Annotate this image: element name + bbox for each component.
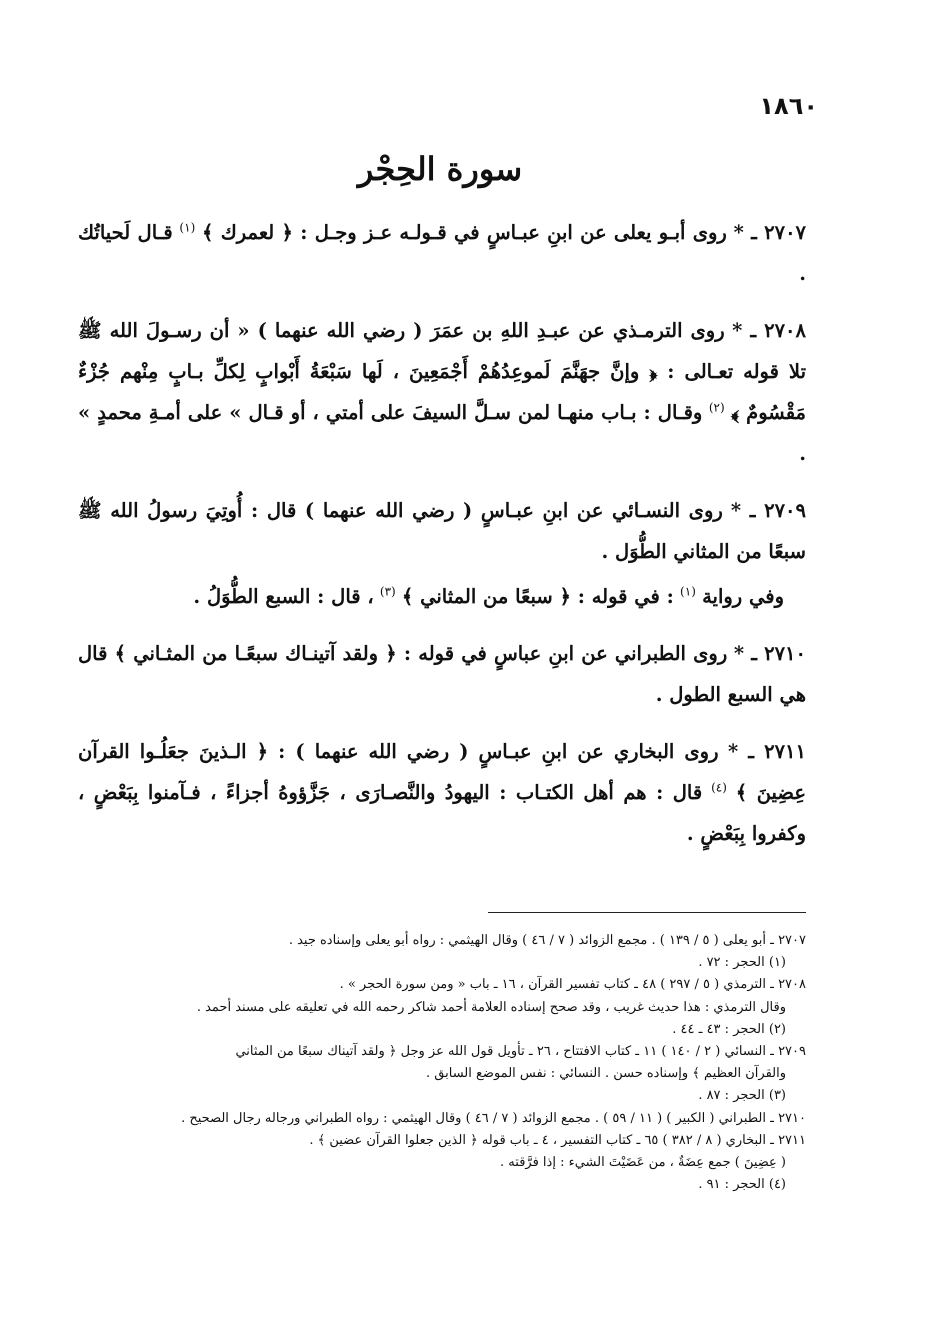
footnote-ref: (١) (680, 584, 696, 599)
hadith-text: روى النسـائي عن ابنِ عبـاسٍ ( رضي الله عنهما ) قال : أُوتِيَ رسولُ الله ﷺ سبعًا من المثاني الطُّوَل . (78, 499, 806, 563)
hadith-text: روى البخاري عن ابنِ عبـاسٍ ( رضي الله عنهما ) : ﴿ الـذينَ جعَلُـوا القرآن عِضِينَ ﴾ (78, 740, 806, 804)
footnote-verse: (٢) الحجر : ٤٣ ـ ٤٤ . (672, 1021, 786, 1037)
hadith-number: ٢٧٠٧ ـ * (733, 221, 807, 244)
page-number: ١٨٦٠ (759, 92, 818, 120)
variant-text-cont: : في قوله : ﴿ سبعًا من المثاني ﴾ (401, 585, 674, 608)
hadith-number: ٢٧١٠ ـ * (733, 642, 807, 665)
footnote-verse: (٣) الحجر : ٨٧ . (698, 1088, 786, 1104)
footnote-source: ٢٧١١ ـ البخاري ( ٨ / ٣٨٢ ) ٦٥ ـ كتاب التفسير ، ٤ ـ باب قوله ﴿ الذين جعلوا القرآن عضين ﴾ . (309, 1132, 806, 1148)
hadith-text-cont: وقـال : بـاب منهـا لمن سـلَّ السيفَ على أمتي ، أو قـال » على أمـةِ محمدٍ » . (78, 401, 806, 465)
page-title: سورة الحِجْر (357, 150, 523, 188)
footnotes (78, 930, 806, 1196)
hadith-number: ٢٧١١ ـ * (728, 740, 806, 763)
footnote-verse: (١) الحجر : ٧٢ . (698, 955, 786, 971)
variant-text-end: ، قال : السبع الطُّوَلُ . (193, 585, 374, 608)
hadith-paragraph-2707 (78, 212, 806, 294)
hadith-paragraph-2708 (78, 310, 806, 474)
hadith-number: ٢٧٠٨ ـ * (732, 319, 806, 342)
variant-text: وفي رواية (702, 585, 784, 608)
footnote-note: ( عِضِينَ ) جمع عِضَةٌ ، من عَضَيْتَ الشيء : إذا فرَّقته . (500, 1155, 786, 1171)
hadith-paragraph-2711 (78, 731, 806, 854)
footnote-ref: (٢) (708, 400, 725, 415)
footnote-source: ٢٧٠٩ ـ النسائي ( ٢ / ١٤٠ ) ١١ ـ كتاب الافتتاح ، ٢٦ ـ تأويل قول الله عز وجل ﴿ ولقد آتيناك سبعًا من المثاني (235, 1044, 806, 1060)
footnote-ref: (١) (179, 220, 196, 235)
narration-variant (78, 576, 784, 617)
hadith-text: روى أبـو يعلى عن ابنِ عبـاسٍ في قـولـه عـز وجـل : ﴿ لعمرك ﴾ (201, 221, 727, 244)
footnote-source: ٢٧٠٧ ـ أبو يعلى ( ٥ / ١٣٩ ) . مجمع الزوائد ( ٧ / ٤٦ ) وقال الهيثمي : رواه أبو يعلى وإسناده جيد . (288, 933, 806, 948)
footnote-divider (488, 912, 806, 913)
hadith-text: روى الطبراني عن ابنِ عباسٍ في قوله : ﴿ ولقد آتينـاك سبعًـا من المثـاني ﴾ قال هي السبع الطول . (78, 642, 806, 706)
hadith-number: ٢٧٠٩ ـ * (730, 499, 806, 522)
hadith-text-cont: قـال لَحياتُك . (78, 221, 806, 285)
footnote-ref: (٤) (711, 780, 727, 795)
hadith-text: روى الترمـذي عن عبـدِ اللهِ بن عمَرَ ( رضي الله عنهما ) « أن رسـولَ الله ﷺ تلا قوله تعـالى : ﴿ وإنَّ جهَنَّمَ لَموعِدُهُمْ أَجْمَعِينَ ، لَها سَبْعَةُ أَبْوابٍ لِكلِّ بـابٍ مِنْهم جُزْءٌ مَقْسُومٌ ﴾ (78, 319, 806, 424)
hadith-paragraph-2710 (78, 633, 806, 715)
footnote-source: ٢٧١٠ ـ الطبراني ( الكبير ) ( ١١ / ٥٩ ) . مجمع الزوائد ( ٧ / ٤٦ ) وقال الهيثمي : رواه الطبراني ورجاله رجال الصحيح . (181, 1110, 806, 1126)
footnote-source: ٢٧٠٨ ـ الترمذي ( ٥ / ٢٩٧ ) ٤٨ ـ كتاب تفسير القرآن ، ١٦ ـ باب « ومن سورة الحجر » . (339, 977, 806, 993)
main-text (78, 212, 806, 870)
hadith-text-cont: قال : هم أهل الكتـاب : اليهودُ والنَّصـارَى ، جَزَّؤوهُ أجزاءً ، فـآمنوا بِبَعْضٍ ، وكفروا بِبَعْضٍ . (78, 781, 806, 845)
footnote-note: والقرآن العظيم ﴾ وإسناده حسن . النسائي : نفس الموضع السابق . (426, 1066, 786, 1082)
hadith-paragraph-2709 (78, 490, 806, 572)
footnote-ref: (٣) (379, 584, 396, 599)
footnote-note: وقال الترمذي : هذا حديث غريب ، وقد صحح إسناده العلامة أحمد شاكر رحمه الله في تعليقه على مسند أحمد . (196, 999, 786, 1015)
footnote-verse: (٤) الحجر : ٩١ . (698, 1177, 786, 1193)
